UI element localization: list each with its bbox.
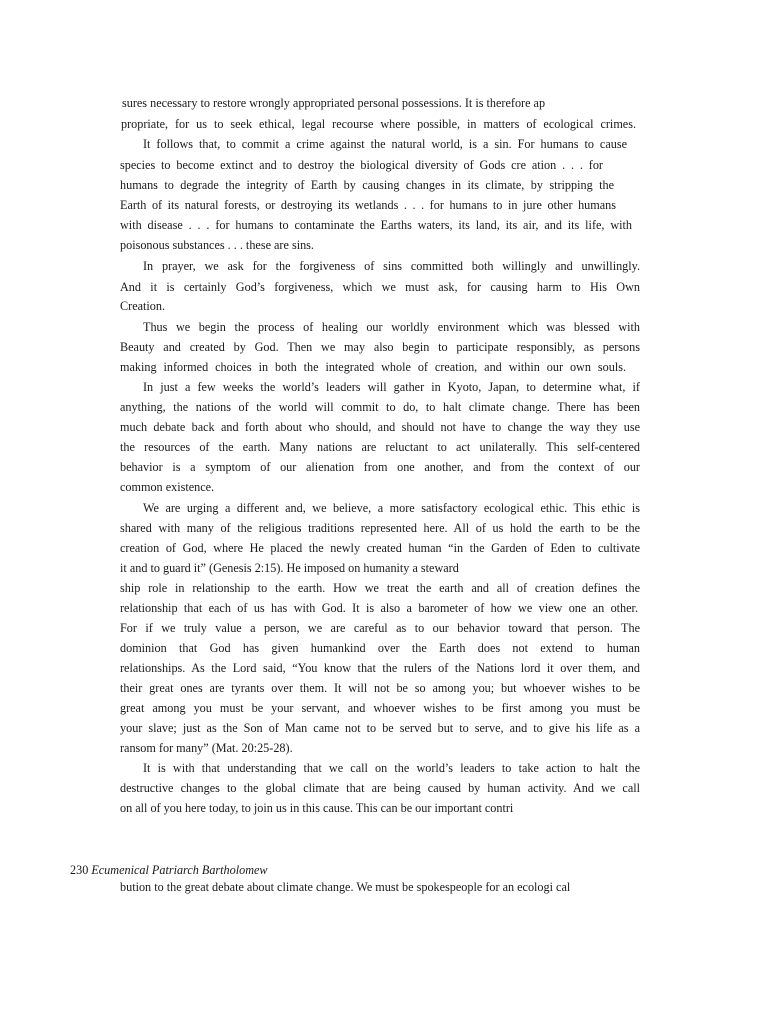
text-line: your slave; just as the Son of Man came not to be served but to serve, and to give his life as a (120, 721, 640, 735)
text-line: destructive changes to the global climate that are being caused by human activity. And we call (120, 781, 640, 795)
text-line: with disease . . . for humans to contaminate the Earths waters, its land, its air, and its life, with (120, 218, 632, 232)
text-line: In just a few weeks the world’s leaders will gather in Kyoto, Japan, to determine what, if (143, 380, 640, 394)
text-line: Earth of its natural forests, or destroying its wetlands . . . for humans to in jure other humans (120, 198, 616, 212)
text-line: making informed choices in both the integrated whole of creation, and within our own souls. (120, 360, 626, 374)
text-line: In prayer, we ask for the forgiveness of sins committed both willingly and unwillingly. (143, 259, 640, 273)
running-title: Ecumenical Patriarch Bartholomew (91, 863, 268, 877)
text-line: creation of God, where He placed the newly created human “in the Garden of Eden to cultivate (120, 541, 640, 555)
continuation-line: bution to the great debate about climate change. We must be spokespeople for an ecologi cal (120, 880, 571, 894)
text-line: relationship that each of us has with God. It is also a barometer of how we view one an other. (120, 601, 638, 615)
text-line: it and to guard it” (Genesis 2:15). He imposed on humanity a steward (120, 561, 459, 575)
text-line: poisonous substances . . . these are sins. (120, 238, 314, 252)
text-line: propriate, for us to seek ethical, legal recourse where possible, in matters of ecological crimes. (121, 117, 636, 131)
text-line: Beauty and created by God. Then we may also begin to participate responsibly, as persons (120, 340, 640, 354)
text-line: shared with many of the religious traditions represented here. All of us hold the earth to be the (120, 521, 640, 535)
text-line: For if we truly value a person, we are careful as to our behavior toward that person. The (120, 621, 640, 635)
text-line: great among you must be your servant, and whoever wishes to be first among you must be (120, 701, 640, 715)
text-line: sures necessary to restore wrongly appropriated personal possessions. It is therefore ap (122, 96, 546, 110)
text-line: ship role in relationship to the earth. How we treat the earth and all of creation defines the (120, 581, 640, 595)
text-line: common existence. (120, 480, 215, 494)
text-line: humans to degrade the integrity of Earth by causing changes in its climate, by stripping the (120, 178, 614, 192)
text-line: much debate back and forth about who should, and should not have to change the way they use (120, 420, 640, 434)
text-line: Thus we begin the process of healing our worldly environment which was blessed with (143, 320, 640, 334)
page-footer (70, 863, 268, 878)
text-line: their great ones are tyrants over them. It will not be so among you; but whoever wishes to be (120, 681, 640, 695)
text-line: the resources of the earth. Many nations are reluctant to act unilaterally. This self-centered (120, 440, 640, 454)
text-line: ransom for many” (Mat. 20:25-28). (120, 741, 293, 755)
text-line: relationships. As the Lord said, “You know that the rulers of the Nations lord it over them, and (120, 661, 640, 675)
text-line: It is with that understanding that we call on the world’s leaders to take action to halt the (143, 761, 640, 775)
text-line: on all of you here today, to join us in this cause. This can be our important contri (120, 801, 514, 815)
text-line: And it is certainly God’s forgiveness, which we must ask, for causing harm to His Own (120, 280, 640, 294)
text-line: It follows that, to commit a crime against the natural world, is a sin. For humans to cause (143, 137, 627, 151)
text-line: We are urging a different and, we believe, a more satisfactory ecological ethic. This ethic is (143, 501, 640, 515)
text-line: species to become extinct and to destroy the biological diversity of Gods cre ation . . . for (120, 158, 603, 172)
text-line: behavior is a symptom of our alienation from one another, and from the context of our (120, 460, 640, 474)
text-line: dominion that God has given humankind over the Earth does not extend to human (120, 641, 640, 655)
text-line: Creation. (120, 299, 166, 313)
text-line: anything, the nations of the world will commit to do, to halt climate change. There has been (120, 400, 640, 414)
page-number: 230 (70, 863, 89, 877)
